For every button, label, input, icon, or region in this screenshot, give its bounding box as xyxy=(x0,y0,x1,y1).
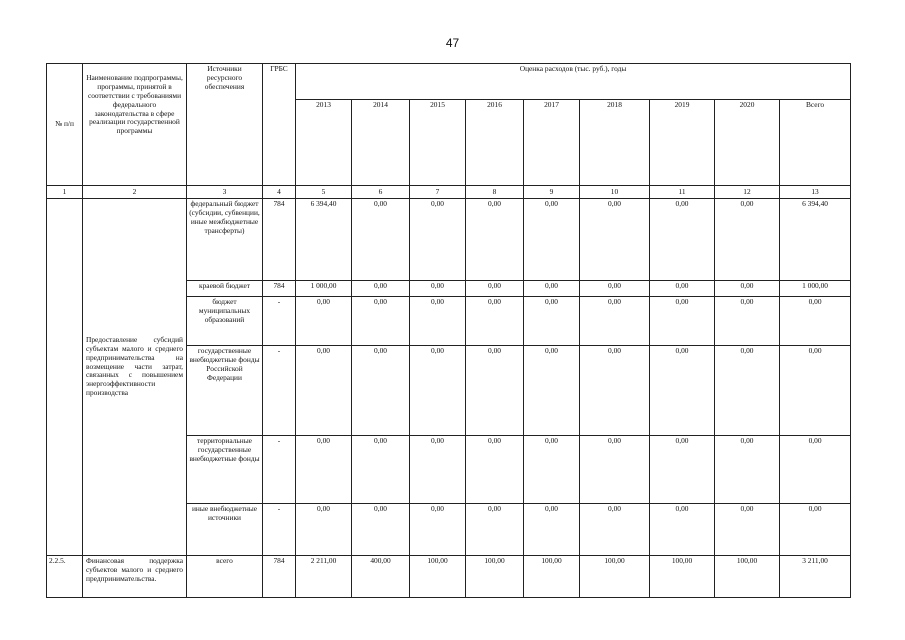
value-cell: 0,00 xyxy=(580,297,650,346)
index-cell: 12 xyxy=(715,186,780,199)
grbs-cell: - xyxy=(263,346,296,436)
value-cell: 400,00 xyxy=(352,556,410,598)
grbs-cell: 784 xyxy=(263,199,296,281)
value-cell: 0,00 xyxy=(352,504,410,556)
grbs-cell: 784 xyxy=(263,281,296,297)
value-cell: 1 000,00 xyxy=(296,281,352,297)
value-cell: 0,00 xyxy=(466,346,524,436)
value-cell: 0,00 xyxy=(650,436,715,504)
index-cell: 10 xyxy=(580,186,650,199)
header-row-top xyxy=(47,64,851,100)
value-cell-total: 0,00 xyxy=(780,436,851,504)
value-cell: 0,00 xyxy=(410,504,466,556)
value-cell: 0,00 xyxy=(580,504,650,556)
value-cell: 0,00 xyxy=(410,297,466,346)
value-cell-total: 3 211,00 xyxy=(780,556,851,598)
program-name: Финансовая поддержка субъектов малого и среднего предпринимательства. xyxy=(83,556,187,598)
value-cell: 2 211,00 xyxy=(296,556,352,598)
value-cell-total: 6 394,40 xyxy=(780,199,851,281)
index-cell: 3 xyxy=(187,186,263,199)
header-source: Источники ресурсного обеспечения xyxy=(187,64,263,186)
value-cell-total: 1 000,00 xyxy=(780,281,851,297)
grbs-cell: 784 xyxy=(263,556,296,598)
grbs-cell: - xyxy=(263,504,296,556)
value-cell: 0,00 xyxy=(466,297,524,346)
value-cell: 0,00 xyxy=(352,281,410,297)
source-cell: территориальные государственные внебюджетные фонды xyxy=(187,436,263,504)
header-estimate: Оценка расходов (тыс. руб.), годы xyxy=(296,64,851,100)
source-cell: бюджет муниципальных образований xyxy=(187,297,263,346)
value-cell-total: 0,00 xyxy=(780,346,851,436)
expense-table xyxy=(46,63,851,598)
value-cell: 0,00 xyxy=(524,346,580,436)
value-cell: 0,00 xyxy=(715,346,780,436)
value-cell: 0,00 xyxy=(524,199,580,281)
value-cell: 100,00 xyxy=(650,556,715,598)
row-number xyxy=(47,199,83,556)
source-cell: федеральный бюджет (субсидии, субвенции, иные межбюджетные трансферты) xyxy=(187,199,263,281)
value-cell: 0,00 xyxy=(466,199,524,281)
index-cell: 1 xyxy=(47,186,83,199)
index-cell: 6 xyxy=(352,186,410,199)
value-cell: 0,00 xyxy=(410,199,466,281)
value-cell: 0,00 xyxy=(410,346,466,436)
value-cell: 0,00 xyxy=(410,436,466,504)
value-cell: 0,00 xyxy=(352,297,410,346)
header-year: 2019 xyxy=(650,100,715,186)
value-cell: 0,00 xyxy=(650,199,715,281)
value-cell: 0,00 xyxy=(296,504,352,556)
value-cell: 0,00 xyxy=(580,199,650,281)
header-year: 2014 xyxy=(352,100,410,186)
source-cell: всего xyxy=(187,556,263,598)
value-cell: 0,00 xyxy=(650,297,715,346)
index-cell: 4 xyxy=(263,186,296,199)
header-no: № п/п xyxy=(47,64,83,186)
index-cell: 5 xyxy=(296,186,352,199)
header-year: 2013 xyxy=(296,100,352,186)
value-cell: 0,00 xyxy=(524,297,580,346)
value-cell: 0,00 xyxy=(650,346,715,436)
value-cell: 0,00 xyxy=(715,199,780,281)
value-cell: 100,00 xyxy=(410,556,466,598)
value-cell: 0,00 xyxy=(466,281,524,297)
value-cell: 0,00 xyxy=(352,346,410,436)
value-cell: 0,00 xyxy=(715,436,780,504)
header-year: 2018 xyxy=(580,100,650,186)
index-cell: 9 xyxy=(524,186,580,199)
header-grbs: ГРБС xyxy=(263,64,296,186)
value-cell: 6 394,40 xyxy=(296,199,352,281)
value-cell: 0,00 xyxy=(296,436,352,504)
table-row xyxy=(47,199,851,281)
value-cell: 0,00 xyxy=(352,436,410,504)
program-name: Предоставление субсидий субъектам малого и среднего предпринимательства на возмещение части затрат, связанных с повышением энергоэффективности производства xyxy=(83,199,187,556)
row-number: 2.2.5. xyxy=(47,556,83,598)
value-cell: 0,00 xyxy=(715,297,780,346)
value-cell: 0,00 xyxy=(580,281,650,297)
value-cell: 0,00 xyxy=(650,504,715,556)
index-row xyxy=(47,186,851,199)
table-row xyxy=(47,556,851,598)
source-cell: государственные внебюджетные фонды Российской Федерации xyxy=(187,346,263,436)
header-year: 2016 xyxy=(466,100,524,186)
value-cell-total: 0,00 xyxy=(780,504,851,556)
value-cell: 0,00 xyxy=(524,504,580,556)
index-cell: 13 xyxy=(780,186,851,199)
grbs-cell: - xyxy=(263,297,296,346)
value-cell-total: 0,00 xyxy=(780,297,851,346)
value-cell: 100,00 xyxy=(466,556,524,598)
value-cell: 0,00 xyxy=(524,436,580,504)
header-year-total: Всего xyxy=(780,100,851,186)
index-cell: 7 xyxy=(410,186,466,199)
value-cell: 0,00 xyxy=(466,436,524,504)
value-cell: 0,00 xyxy=(715,504,780,556)
value-cell: 100,00 xyxy=(524,556,580,598)
grbs-cell: - xyxy=(263,436,296,504)
value-cell: 0,00 xyxy=(524,281,580,297)
value-cell: 0,00 xyxy=(580,346,650,436)
header-name: Наименование подпрограммы, программы, принятой в соответствии с требованиями федерального законодательства в сфере реализации государственной программы xyxy=(83,64,187,186)
source-cell: иные внебюджетные источники xyxy=(187,504,263,556)
value-cell: 0,00 xyxy=(410,281,466,297)
value-cell: 100,00 xyxy=(580,556,650,598)
header-year: 2015 xyxy=(410,100,466,186)
header-year: 2020 xyxy=(715,100,780,186)
page-number: 47 xyxy=(445,36,460,50)
index-cell: 2 xyxy=(83,186,187,199)
value-cell: 100,00 xyxy=(715,556,780,598)
header-year: 2017 xyxy=(524,100,580,186)
source-cell: краевой бюджет xyxy=(187,281,263,297)
value-cell: 0,00 xyxy=(352,199,410,281)
value-cell: 0,00 xyxy=(296,346,352,436)
index-cell: 11 xyxy=(650,186,715,199)
value-cell: 0,00 xyxy=(466,504,524,556)
value-cell: 0,00 xyxy=(650,281,715,297)
value-cell: 0,00 xyxy=(580,436,650,504)
value-cell: 0,00 xyxy=(715,281,780,297)
value-cell: 0,00 xyxy=(296,297,352,346)
index-cell: 8 xyxy=(466,186,524,199)
